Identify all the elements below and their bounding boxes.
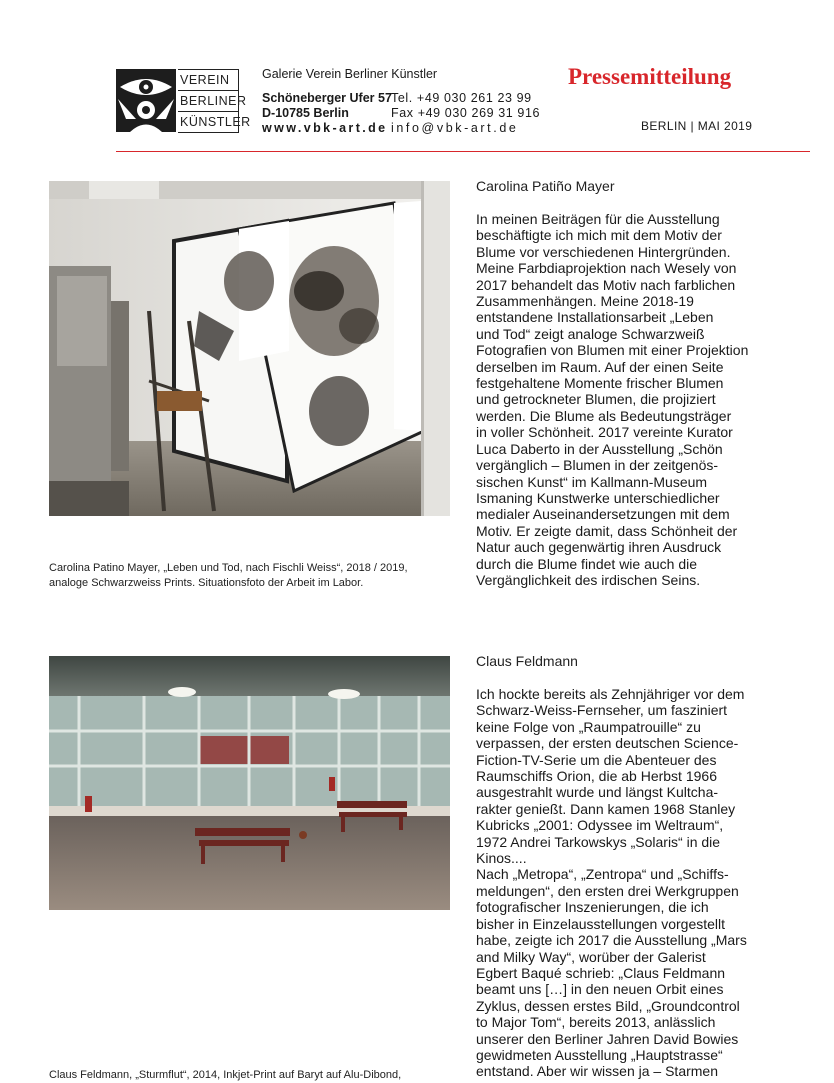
photo-installation-lab — [49, 181, 450, 516]
phone-number: Tel. +49 030 261 23 99 — [391, 91, 532, 105]
logo-word-1: VEREIN — [178, 70, 238, 91]
address-city: D-10785 Berlin — [262, 106, 349, 120]
logo-eye-emblem — [116, 69, 176, 132]
artist-name: Carolina Patiño Mayer — [476, 178, 615, 194]
artist-statement: Ich hockte bereits als Zehnjähriger vor dem Schwarz-Weiss-Fernseher, um fasziniert keine Folge von „Raumpatrouille“ zu verpassen, der ersten deutschen Science- Fiction-TV-Serie um die Abenteuer des Raumschiffs Orion, die ab Herbst 1966 ausgestrahlt wurde und längst Kultcha- rakter genießt. Dann kamen 1968 Stanley Kubricks „2001: Odyssee im Weltraum“, 1972 Andrei Tarkowskys „Solaris“ in die Kinos.... Nach „Metropa“, „Zentropa“ und „Schiffs- meldungen“, den ersten drei Werkgruppen fotografischer Inszenierungen, die ich bisher in Einzelausstellungen vorgestellt habe, zeigte ich 2017 die Ausstellung „Mars and Milky Way“, worüber der Galerist Egbert Baqué schrieb: „Claus Feldmann beamt uns […] in den neuen Orbit eines Zyklus, dessen erstes Bild, „Groundcontrol to Major Tom“, bereits 2013, anlässlich unserer den Berliner Jahren David Bowies gewidmeten Ausstellung „Hauptstrasse“ entstand. Aber wir wissen ja – Starmen — [476, 686, 747, 1080]
header-divider — [116, 151, 810, 152]
address-street: Schöneberger Ufer 57 — [262, 91, 392, 105]
date-line: BERLIN | MAI 2019 — [641, 119, 753, 133]
artist-statement: In meinen Beiträgen für die Ausstellung beschäftigte ich mich mit dem Motiv der Blume vor verschiedenen Hintergründen. Meine Farbdiaprojektion nach Wesely von 2017 behandelt das Motiv nach farblichen Zusammenhängen. Meine 2018-19 entstandene Installationsarbeit „Leben und Tod“ zeigt analoge Schwarzweiß Fotografien von Blumen mit einer Projektion derselben im Raum. Auf der einen Seite festgehaltene Momente frischer Blumen und getrockneter Blumen, die projiziert werden. Die Blume als Bedeutungsträger in voller Schönheit. 2017 vereinte Kurator Luca Daberto in der Ausstellung „Schön vergänglich – Blumen in der zeitgenös- sischen Kunst“ im Kallmann-Museum Ismaning Kunstwerke unterschiedlicher medialer Auseinandersetzungen mit dem Motiv. Er zeigte damit, dass Schönheit der Natur auch gegenwärtig ihren Ausdruck durch die Blume findet wie auch die Vergänglichkeit des irdischen Seins. — [476, 211, 749, 588]
gallery-name: Galerie Verein Berliner Künstler — [262, 67, 438, 81]
email-link[interactable]: info@vbk-art.de — [391, 121, 519, 135]
logo-word-2: BERLINER — [178, 91, 238, 112]
photo-caption: Carolina Patino Mayer, „Leben und Tod, nach Fischli Weiss“, 2018 / 2019, analoge Schwarzweiss Prints. Situationsfoto der Arbeit im Labor. — [49, 562, 408, 589]
website-link[interactable]: www.vbk-art.de — [262, 121, 388, 135]
logo-word-3: KÜNSTLER — [180, 115, 251, 129]
vbk-logo — [116, 69, 251, 132]
photo-sturmflut — [49, 656, 450, 910]
logo-wordmark — [178, 69, 251, 133]
fax-number: Fax +49 030 269 31 916 — [391, 106, 541, 120]
document-title: Pressemitteilung — [568, 64, 732, 89]
artist-name: Claus Feldmann — [476, 653, 578, 669]
photo-caption: Claus Feldmann, „Sturmflut“, 2014, Inkjet-Print auf Baryt auf Alu-Dibond, — [49, 1069, 402, 1081]
